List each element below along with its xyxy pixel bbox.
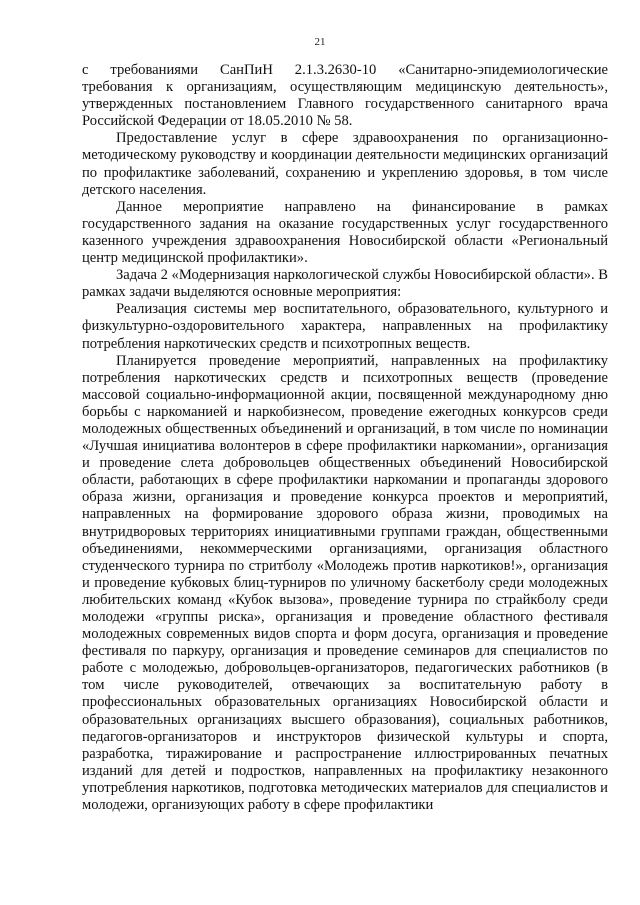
document-body xyxy=(82,62,608,814)
paragraph-system-of-measures: Реализация системы мер воспитательного, образовательного, культурного и физкультурно-оздоровительного характера, направленных на профилактику потребления наркотических средств и психотропных веществ. xyxy=(82,301,608,352)
paragraph-financing: Данное мероприятие направлено на финансирование в рамках государственного задания на оказание государственных услуг государственного казенного учреждения здравоохранения Новосибирской области «Региональный центр медицинской профилактики». xyxy=(82,198,608,267)
page-number: 21 xyxy=(314,36,326,48)
paragraph-task-2: Задача 2 «Модернизация наркологической службы Новосибирской области». В рамках задачи выделяются основные мероприятия: xyxy=(82,267,608,301)
paragraph-planned-events: Планируется проведение мероприятий, направленных на профилактику потребления наркотических средств и психотропных веществ (проведение массовой социально-информационной акции, посвященной международному дню борьбы с наркоманией и наркобизнесом, проведение ежегодных конкурсов среди молодежных общественных объединений и организаций, в том числе по номинации «Лучшая инициатива волонтеров в сфере профилактики наркомании», организация и проведение слета добровольцев общественных объединений Новосибирской области, работающих в сфере профилактики наркомании и пропаганды здорового образа жизни, организация и проведение конкурса проектов и мероприятий, направленных на формирование здорового образа жизни, проводимых на внутридворовых территориях инициативными группами граждан, общественными объединениями, некоммерческими организациями, организация областного студенческого турнира по стритболу «Молодежь против наркотиков!», организация и проведение кубковых блиц-турниров по уличному баскетболу среди молодежных любительских команд «Кубок вызова», проведение турнира по страйкболу среди молодежи «группы риска», организация и проведение областного фестиваля молодежных современных видов спорта и форм досуга, организация и проведение фестиваля по паркуру, организация и проведение семинаров для специалистов по работе с молодежью, добровольцев-организаторов, педагогических работников (в том числе руководителей, отвечающих за воспитательную работу в профессиональных образовательных организациях Новосибирской области и образовательных организациях высшего образования), социальных работников, педагогов-организаторов и инструкторов физической культуры и спорта, разработка, тиражирование и распространение иллюстрированных печатных изданий для детей и подростков, направленных на профилактику незаконного употребления наркотиков, подготовка методических материалов для специалистов и молодежи, организующих работу в сфере профилактики xyxy=(82,352,608,814)
paragraph-sanpin-requirements: с требованиями СанПиН 2.1.3.2630-10 «Санитарно-эпидемиологические требования к организациям, осуществляющим медицинскую деятельность», утвержденных постановлением Главного государственного санитарного врача Российской Федерации от 18.05.2010 № 58. xyxy=(82,62,608,130)
paragraph-healthcare-services: Предоставление услуг в сфере здравоохранения по организационно-методическому руководству и координации деятельности медицинских организаций по профилактике заболеваний, сохранению и укреплению здоровья, в том числе детского населения. xyxy=(82,130,608,198)
